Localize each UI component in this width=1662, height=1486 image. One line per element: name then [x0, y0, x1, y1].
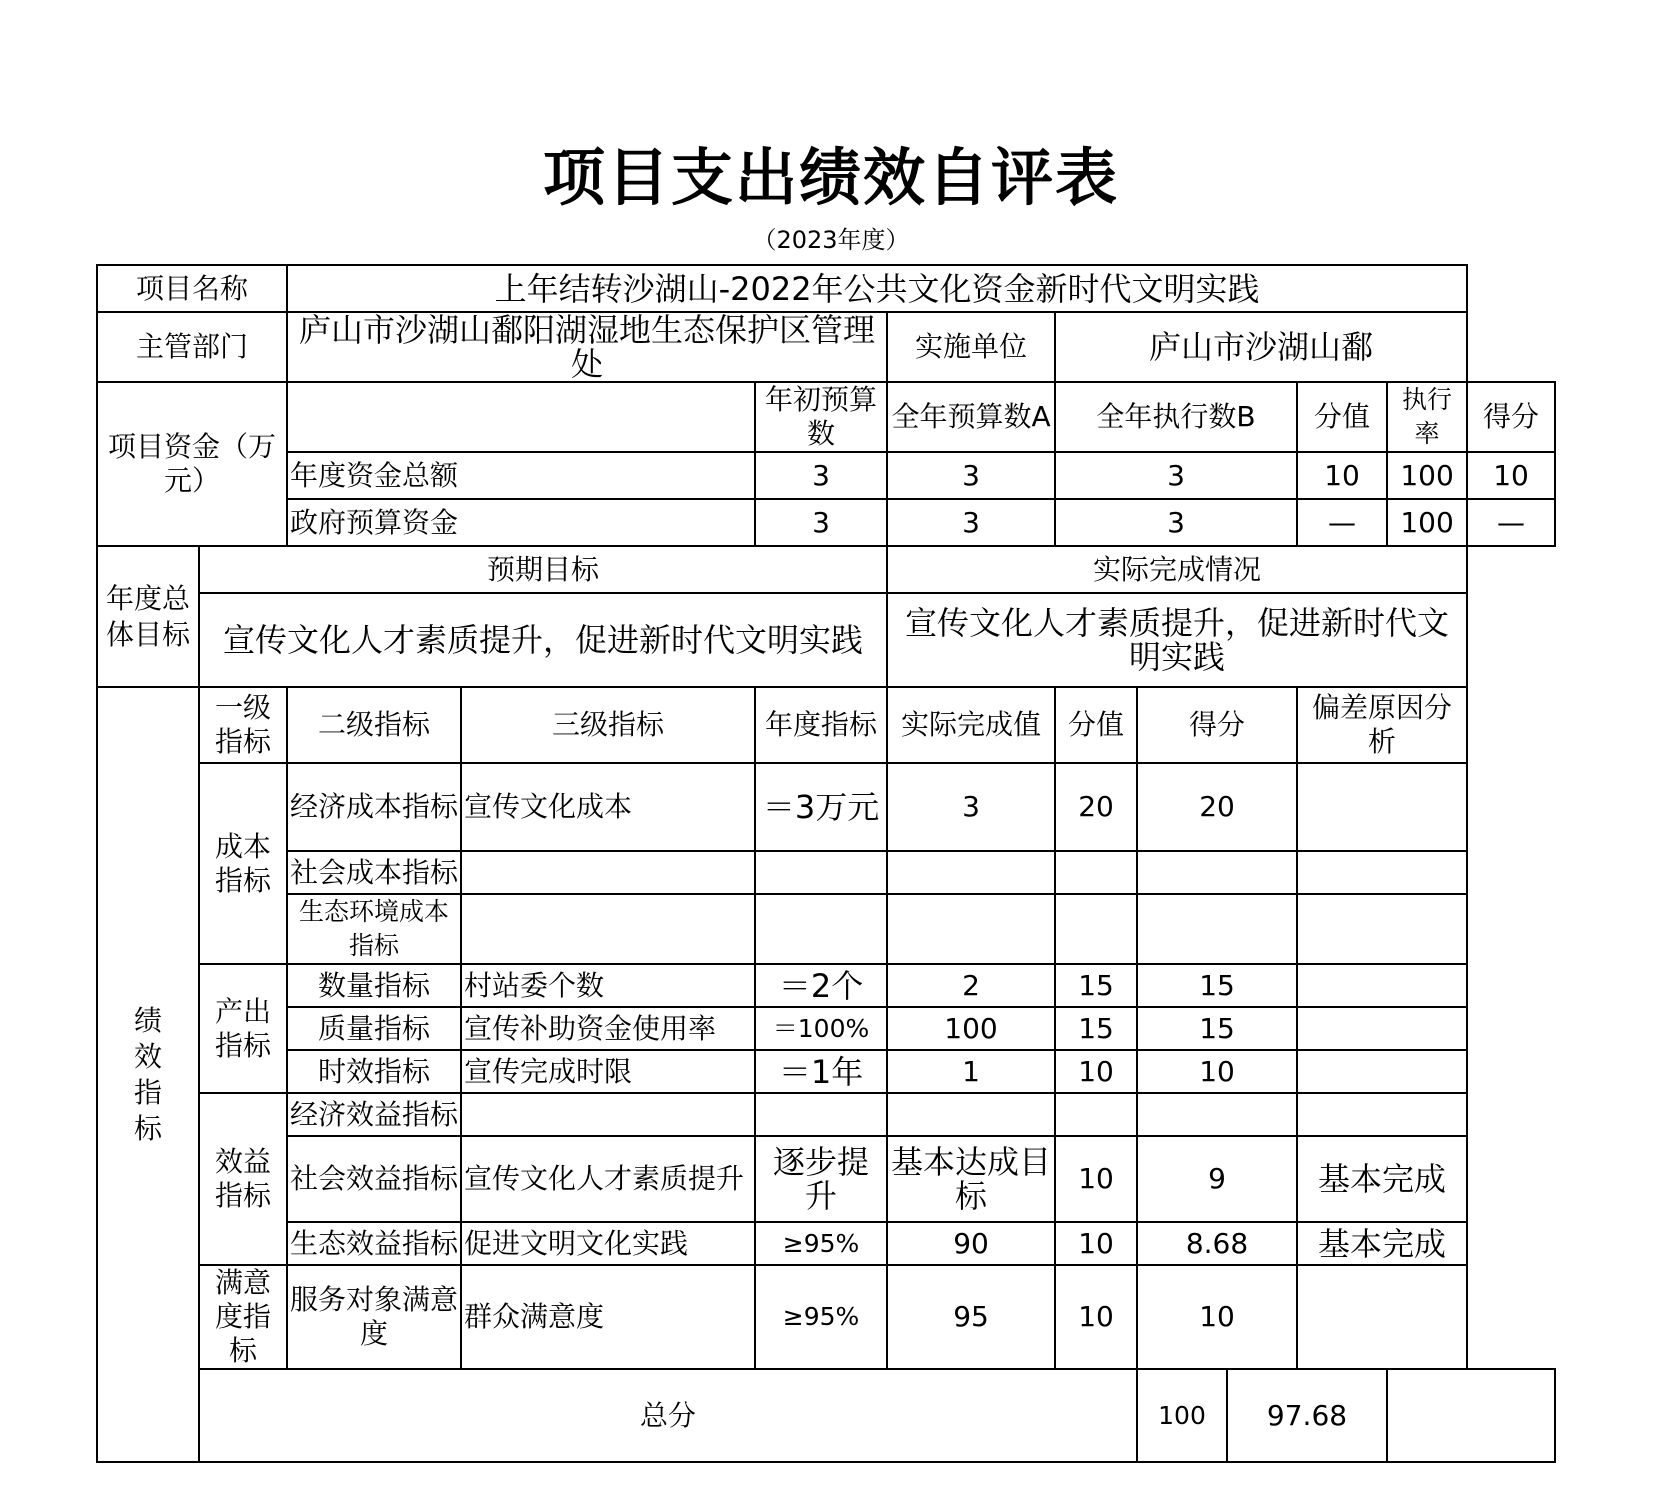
- target-cell: ＝1年: [755, 1050, 887, 1093]
- score-value-cell: 20: [1055, 763, 1137, 851]
- total-label: 总分: [199, 1369, 1137, 1462]
- score-value-cell: [1055, 851, 1137, 894]
- reason-cell: 基本完成: [1297, 1136, 1467, 1222]
- score-value-cell: 15: [1055, 964, 1137, 1007]
- score-value-cell: 15: [1055, 1007, 1137, 1050]
- score-value-cell: [1055, 894, 1137, 964]
- reason-cell: [1297, 1265, 1467, 1369]
- funds-cell: 3: [1055, 452, 1297, 499]
- score-cell: 15: [1137, 1007, 1297, 1050]
- project-name-label: 项目名称: [97, 265, 287, 312]
- indicator-header: 一级指标: [199, 687, 287, 763]
- total-score-value: 100: [1137, 1369, 1227, 1462]
- score-cell: 20: [1137, 763, 1297, 851]
- score-value-cell: 10: [1055, 1136, 1137, 1222]
- score-cell: 10: [1137, 1265, 1297, 1369]
- level3-cell: 宣传补助资金使用率: [461, 1007, 755, 1050]
- funds-cell: 10: [1467, 452, 1555, 499]
- score-value-cell: [1055, 1093, 1137, 1136]
- indicator-header: 得分: [1137, 687, 1297, 763]
- level3-cell: 村站委个数: [461, 964, 755, 1007]
- funds-cell: 3: [755, 499, 887, 546]
- actual-cell: 100: [887, 1007, 1055, 1050]
- funds-cell: 3: [755, 452, 887, 499]
- level2-cell: 生态效益指标: [287, 1222, 461, 1265]
- indicator-header: 二级指标: [287, 687, 461, 763]
- goals-label: 年度总体目标: [97, 546, 199, 687]
- indicator-header: 实际完成值: [887, 687, 1055, 763]
- funds-header: 全年执行数B: [1055, 382, 1297, 452]
- page-title: 项目支出绩效自评表: [542, 141, 1119, 214]
- actual-goal-text: 宣传文化人才素质提升，促进新时代文明实践: [887, 593, 1467, 687]
- reason-cell: [1297, 1050, 1467, 1093]
- funds-cell: 100: [1387, 499, 1467, 546]
- reason-cell: 基本完成: [1297, 1222, 1467, 1265]
- actual-cell: 95: [887, 1265, 1055, 1369]
- unit-label: 实施单位: [887, 312, 1055, 382]
- actual-goal-header: 实际完成情况: [887, 546, 1467, 593]
- funds-header: 年初预算数: [755, 382, 887, 452]
- target-cell: [755, 851, 887, 894]
- actual-cell: 1: [887, 1050, 1055, 1093]
- level3-cell: [461, 1093, 755, 1136]
- score-cell: [1137, 894, 1297, 964]
- unit-value: 庐山市沙湖山鄱: [1055, 312, 1467, 382]
- actual-cell: 3: [887, 763, 1055, 851]
- funds-cell: —: [1297, 499, 1387, 546]
- expected-goal-text: 宣传文化人才素质提升，促进新时代文明实践: [199, 593, 887, 687]
- score-value-cell: 10: [1055, 1222, 1137, 1265]
- level1-cell: 效益指标: [199, 1093, 287, 1265]
- total-score: 97.68: [1227, 1369, 1387, 1462]
- total-reason: [1387, 1369, 1555, 1462]
- funds-row-label: 政府预算资金: [287, 499, 755, 546]
- indicator-header: 年度指标: [755, 687, 887, 763]
- target-cell: ≥95%: [755, 1222, 887, 1265]
- reason-cell: [1297, 964, 1467, 1007]
- actual-cell: 基本达成目标: [887, 1136, 1055, 1222]
- reason-cell: [1297, 1007, 1467, 1050]
- funds-cell: 3: [887, 499, 1055, 546]
- level3-cell: [461, 894, 755, 964]
- reason-cell: [1297, 851, 1467, 894]
- reason-cell: [1297, 1093, 1467, 1136]
- funds-header: 分值: [1297, 382, 1387, 452]
- funds-cell: —: [1467, 499, 1555, 546]
- actual-cell: [887, 894, 1055, 964]
- funds-cell: 100: [1387, 452, 1467, 499]
- level3-cell: 群众满意度: [461, 1265, 755, 1369]
- level1-cell: 满意度指标: [199, 1265, 287, 1369]
- level2-cell: 生态环境成本指标: [287, 894, 461, 964]
- score-cell: [1137, 851, 1297, 894]
- level1-cell: 产出指标: [199, 964, 287, 1093]
- actual-cell: [887, 851, 1055, 894]
- self-evaluation-table: [96, 264, 1556, 1463]
- funds-header: 得分: [1467, 382, 1555, 452]
- level2-cell: 经济成本指标: [287, 763, 461, 851]
- target-cell: [755, 894, 887, 964]
- score-cell: 8.68: [1137, 1222, 1297, 1265]
- actual-cell: 2: [887, 964, 1055, 1007]
- funds-cell: 3: [887, 452, 1055, 499]
- target-cell: [755, 1093, 887, 1136]
- indicator-header: 三级指标: [461, 687, 755, 763]
- level2-cell: 社会效益指标: [287, 1136, 461, 1222]
- dept-label: 主管部门: [97, 312, 287, 382]
- score-cell: 10: [1137, 1050, 1297, 1093]
- level1-cell: 成本指标: [199, 763, 287, 964]
- indicator-header: 偏差原因分析: [1297, 687, 1467, 763]
- page-subtitle: （2023年度）: [752, 226, 910, 254]
- funds-cell: 10: [1297, 452, 1387, 499]
- reason-cell: [1297, 894, 1467, 964]
- level2-cell: 社会成本指标: [287, 851, 461, 894]
- level2-cell: 质量指标: [287, 1007, 461, 1050]
- level3-cell: 宣传完成时限: [461, 1050, 755, 1093]
- score-value-cell: 10: [1055, 1050, 1137, 1093]
- level3-cell: [461, 851, 755, 894]
- level2-cell: 经济效益指标: [287, 1093, 461, 1136]
- score-value-cell: 10: [1055, 1265, 1137, 1369]
- actual-cell: [887, 1093, 1055, 1136]
- funds-header: 全年预算数A: [887, 382, 1055, 452]
- score-cell: 9: [1137, 1136, 1297, 1222]
- target-cell: ＝2个: [755, 964, 887, 1007]
- level2-cell: 时效指标: [287, 1050, 461, 1093]
- level3-cell: 宣传文化人才素质提升: [461, 1136, 755, 1222]
- indicators-label: 绩效指标: [97, 687, 199, 1462]
- funds-header-blank: [287, 382, 755, 452]
- funds-cell: 3: [1055, 499, 1297, 546]
- funds-header: 执行率: [1387, 382, 1467, 452]
- level2-cell: 数量指标: [287, 964, 461, 1007]
- dept-value: 庐山市沙湖山鄱阳湖湿地生态保护区管理处: [287, 312, 887, 382]
- target-cell: ＝3万元: [755, 763, 887, 851]
- reason-cell: [1297, 763, 1467, 851]
- level3-cell: 促进文明文化实践: [461, 1222, 755, 1265]
- project-name-value: 上年结转沙湖山-2022年公共文化资金新时代文明实践: [287, 265, 1467, 312]
- target-cell: ≥95%: [755, 1265, 887, 1369]
- indicator-header: 分值: [1055, 687, 1137, 763]
- funds-label: 项目资金（万元）: [97, 382, 287, 546]
- actual-cell: 90: [887, 1222, 1055, 1265]
- score-cell: [1137, 1093, 1297, 1136]
- funds-row-label: 年度资金总额: [287, 452, 755, 499]
- level2-cell: 服务对象满意度: [287, 1265, 461, 1369]
- level3-cell: 宣传文化成本: [461, 763, 755, 851]
- target-cell: ＝100%: [755, 1007, 887, 1050]
- expected-goal-header: 预期目标: [199, 546, 887, 593]
- target-cell: 逐步提升: [755, 1136, 887, 1222]
- score-cell: 15: [1137, 964, 1297, 1007]
